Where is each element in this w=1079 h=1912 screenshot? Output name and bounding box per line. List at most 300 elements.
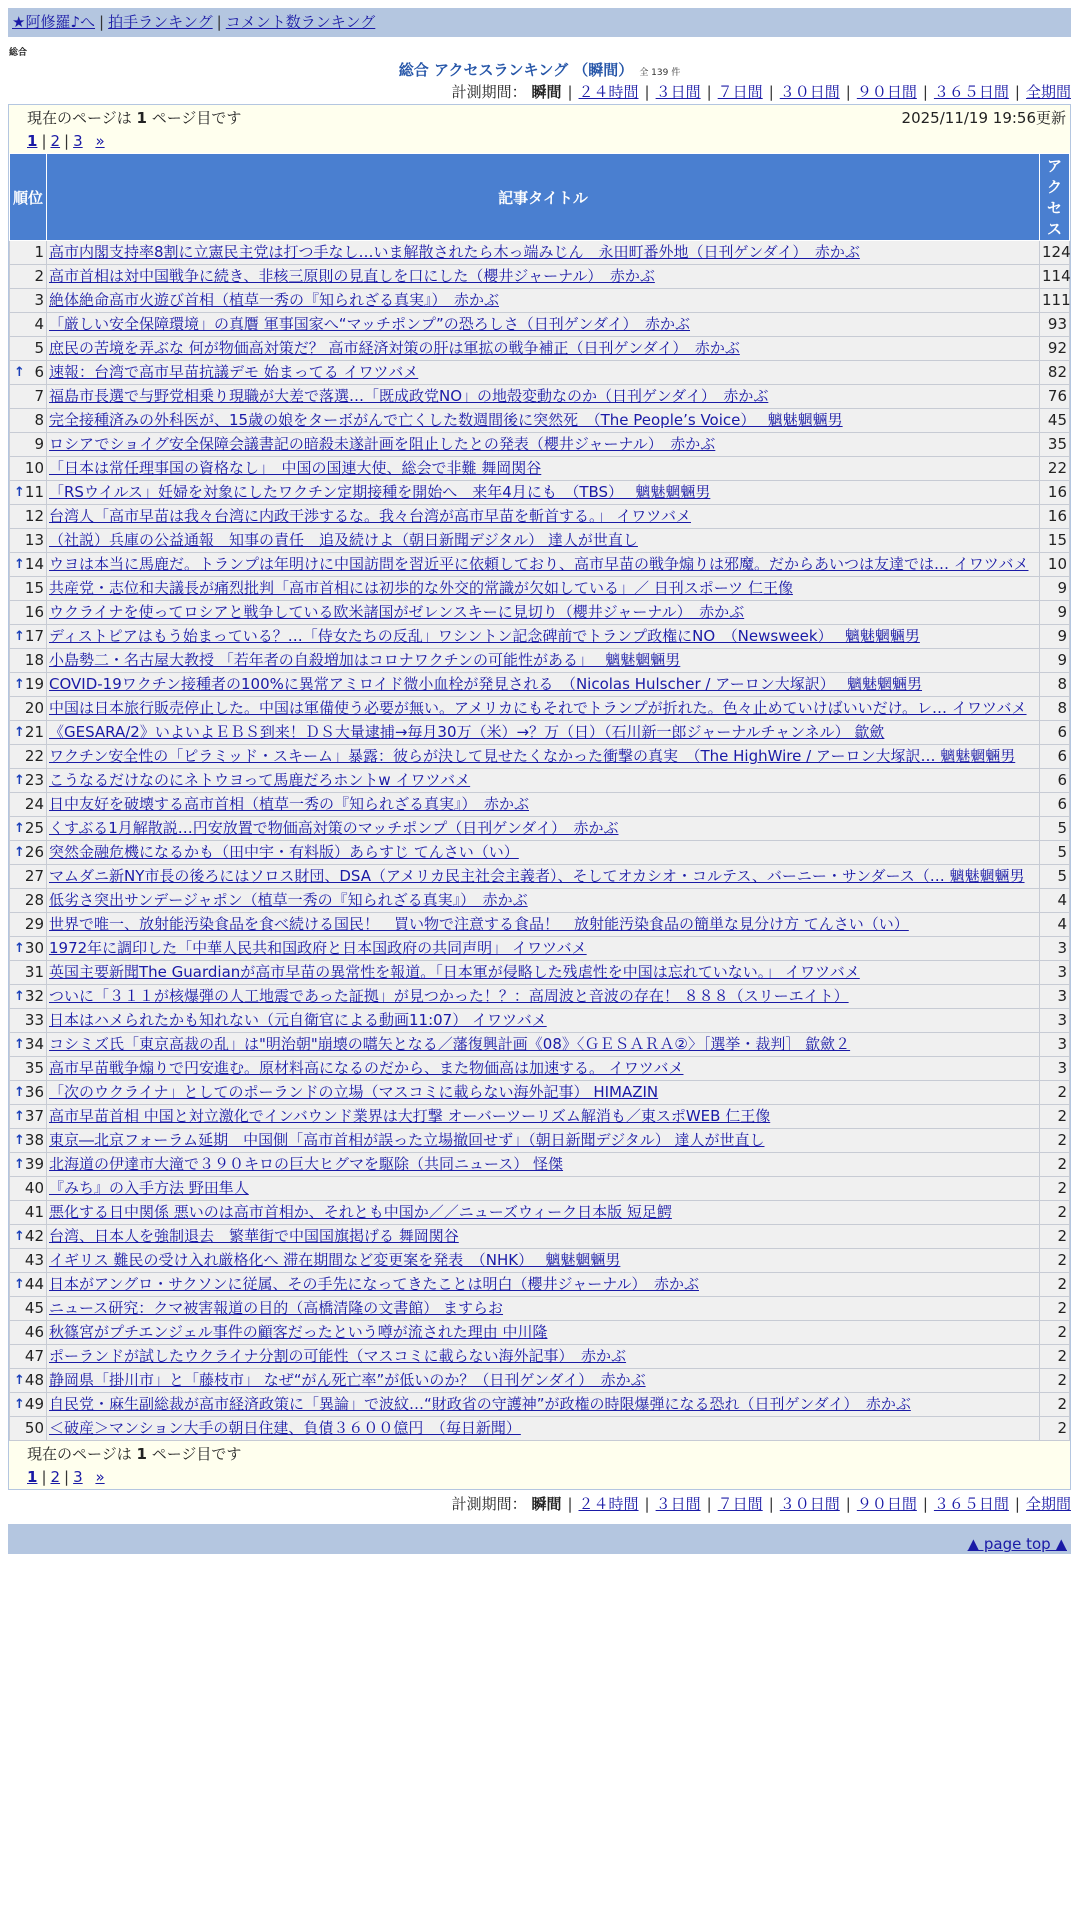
next-page-link[interactable]: » (95, 1468, 105, 1486)
title-cell (47, 721, 1040, 745)
page-link-3[interactable]: 3 (73, 132, 83, 150)
rank-number: 28 (24, 891, 44, 909)
rank-number: 43 (24, 1251, 44, 1269)
period-link-2[interactable]: ７日間 (717, 1495, 763, 1513)
table-row (10, 1153, 1070, 1177)
title-cell (47, 265, 1040, 289)
article-link[interactable]: ワクチン安全性の「ピラミッド・スキーム」暴露：彼らが決して見せたくなかった衝撃の真実 （The HighWire / アーロン大塚訳… 魑魅魍魎男 (49, 747, 1016, 765)
title-cell (47, 505, 1040, 529)
article-link[interactable]: くすぶる1月解散説…円安放置で物価高対策のマッチポンプ（日刊ゲンダイ） 赤かぶ (49, 819, 619, 837)
access-count: 6 (1040, 745, 1070, 769)
rank-number: 8 (34, 411, 44, 429)
article-link[interactable]: 悪化する日中関係 悪いのは高市首相か、それとも中国か／／ニューズウィーク日本版 短足鰐 (49, 1203, 672, 1221)
period-link-1[interactable]: ３日間 (655, 83, 701, 101)
access-count: 5 (1040, 817, 1070, 841)
period-label: 計測期間： (451, 83, 532, 101)
title-cell (47, 385, 1040, 409)
access-count: 2 (1040, 1321, 1070, 1345)
title-cell (47, 1009, 1040, 1033)
table-row (10, 1393, 1070, 1417)
access-count: 2 (1040, 1417, 1070, 1441)
rank-cell (10, 1273, 47, 1297)
rank-number: 3 (34, 291, 44, 309)
rank-cell (10, 649, 47, 673)
top-nav-bar (8, 8, 1071, 37)
article-link[interactable]: 庶民の苦境を弄ぶな 何が物価高対策だ？ 高市経済対策の肝は軍拡の戦争補正（日刊ゲンダイ） 赤かぶ (49, 339, 740, 357)
article-link[interactable]: 絶体絶命高市火遊び首相（植草一秀の『知られざる真実』） 赤かぶ (49, 291, 500, 309)
title-cell (47, 1153, 1040, 1177)
table-row (10, 721, 1070, 745)
rank-number: 37 (24, 1107, 44, 1125)
nav-separator: | (216, 13, 222, 31)
table-row (10, 649, 1070, 673)
comment-ranking-link[interactable]: コメント数ランキング (225, 13, 376, 31)
access-count: 2 (1040, 1225, 1070, 1249)
access-count: 3 (1040, 1009, 1070, 1033)
period-separator: | (1014, 83, 1020, 101)
page-link-3[interactable]: 3 (73, 1468, 83, 1486)
period-link-6[interactable]: 全期間 (1025, 1495, 1071, 1513)
table-row (10, 937, 1070, 961)
table-row (10, 673, 1070, 697)
title-cell (47, 361, 1040, 385)
period-link-4[interactable]: ９０日間 (856, 83, 917, 101)
period-link-1[interactable]: ３日間 (655, 1495, 701, 1513)
rank-number: 17 (24, 627, 44, 645)
table-row (10, 1297, 1070, 1321)
access-count: 111 (1040, 289, 1070, 313)
rank-cell (10, 985, 47, 1009)
rank-number: 10 (24, 459, 44, 477)
page-info-bottom (9, 1441, 1070, 1489)
table-row (10, 553, 1070, 577)
rank-cell (10, 313, 47, 337)
rank-number: 4 (34, 315, 44, 333)
table-row (10, 457, 1070, 481)
table-row (10, 1369, 1070, 1393)
table-row (10, 1417, 1070, 1441)
nav-separator: | (99, 13, 105, 31)
rank-cell (10, 937, 47, 961)
article-link[interactable]: 「厳しい安全保障環境」の真贋 軍事国家へ“マッチポンプ”の恐ろしさ（日刊ゲンダイ） 赤かぶ (49, 315, 691, 333)
article-link[interactable]: ニュース研究：クマ被害報道の目的（高橋清隆の文書館） ますらお (49, 1299, 504, 1317)
up-arrow-icon: ↑ (14, 677, 25, 692)
article-link[interactable]: ＜破産＞マンション大手の朝日住建、負債３６００億円 （毎日新聞） (49, 1419, 521, 1437)
access-count: 9 (1040, 625, 1070, 649)
access-count: 92 (1040, 337, 1070, 361)
period-separator: | (922, 1495, 928, 1513)
title-cell (47, 529, 1040, 553)
period-separator: | (644, 1495, 650, 1513)
article-link[interactable]: 秋篠宮がプチエンジェル事件の顧客だったという噂が流された理由 中川隆 (49, 1323, 548, 1341)
up-arrow-icon: ↑ (14, 1157, 25, 1172)
updated-timestamp: 2025/11/19 19:56更新 (901, 109, 1066, 127)
rank-number: 5 (34, 339, 44, 357)
rank-number: 40 (24, 1179, 44, 1197)
title-cell (47, 1273, 1040, 1297)
up-arrow-icon: ↑ (14, 845, 25, 860)
title-cell (47, 961, 1040, 985)
period-link-0[interactable]: ２４時間 (578, 1495, 639, 1513)
article-link[interactable]: 台湾、日本人を強制退去 繁華街で中国国旗掲げる 舞岡関谷 (49, 1227, 459, 1245)
access-count: 3 (1040, 1033, 1070, 1057)
column-rank: 順位 (10, 154, 47, 241)
table-row (10, 1225, 1070, 1249)
rank-number: 7 (34, 387, 44, 405)
rank-number: 23 (24, 771, 44, 789)
rank-cell (10, 265, 47, 289)
table-row (10, 241, 1070, 265)
rank-cell (10, 697, 47, 721)
rank-number: 9 (34, 435, 44, 453)
title-cell (47, 1249, 1040, 1273)
table-row (10, 913, 1070, 937)
rank-cell (10, 577, 47, 601)
up-arrow-icon: ↑ (14, 1373, 25, 1388)
article-link[interactable]: 東京―北京フォーラム延期 中国側「高市首相が誤った立場撤回せず」（朝日新聞デジタル） 達人が世直し (49, 1131, 765, 1149)
rank-cell (10, 1033, 47, 1057)
title-cell (47, 817, 1040, 841)
up-arrow-icon: ↑ (14, 1085, 25, 1100)
page-link-current[interactable]: 1 (27, 1468, 38, 1486)
table-row (10, 745, 1070, 769)
rank-number: 34 (24, 1035, 44, 1053)
rank-cell (10, 505, 47, 529)
access-count: 3 (1040, 985, 1070, 1009)
rank-cell (10, 553, 47, 577)
rank-cell (10, 1369, 47, 1393)
table-row (10, 1177, 1070, 1201)
article-link[interactable]: コシミズ氏「東京高裁の乱」は"明治朝"崩壊の嚆矢となる／藩復興計画《08》〈ＧＥＳＡＲＡ②〉［選挙・裁判］ 歙歛２ (49, 1035, 851, 1053)
title-cell (47, 1297, 1040, 1321)
up-arrow-icon: ↑ (14, 821, 25, 836)
title-cell (47, 649, 1040, 673)
access-count: 2 (1040, 1249, 1070, 1273)
period-link-4[interactable]: ９０日間 (856, 1495, 917, 1513)
access-count: 2 (1040, 1297, 1070, 1321)
title-cell (47, 889, 1040, 913)
rank-number: 31 (24, 963, 44, 981)
article-link[interactable]: 自民党・麻生副総裁が高市経済政策に「異論」で波紋…“財政省の守護神”が政権の時限爆弾になる恐れ（日刊ゲンダイ） 赤かぶ (49, 1395, 911, 1413)
page (0, 8, 1079, 1554)
rank-number: 22 (24, 747, 44, 765)
up-arrow-icon: ↑ (14, 1037, 25, 1052)
table-row (10, 433, 1070, 457)
article-link[interactable]: 低劣さ突出サンデージャポン（植草一秀の『知られざる真実』） 赤かぶ (49, 891, 528, 909)
ranking-table (9, 153, 1070, 1441)
rank-number: 29 (24, 915, 44, 933)
rank-number: 30 (24, 939, 44, 957)
table-row (10, 1345, 1070, 1369)
access-count: 6 (1040, 769, 1070, 793)
pagination: 1 | 2 | 3 » (27, 1468, 105, 1486)
rank-number: 48 (24, 1371, 44, 1389)
access-count: 6 (1040, 793, 1070, 817)
page-top-link[interactable]: ▲ page top ▲ (967, 1535, 1067, 1553)
rank-number: 24 (24, 795, 44, 813)
page-link-2[interactable]: 2 (50, 132, 61, 150)
access-count: 3 (1040, 1057, 1070, 1081)
table-row (10, 697, 1070, 721)
article-link[interactable]: 1972年に調印した「中華人民共和国政府と日本国政府の共同声明」 イワツバメ (49, 939, 587, 957)
period-separator: | (922, 83, 928, 101)
article-link[interactable]: 英国主要新聞The Guardianが高市早苗の異常性を報道。「日本軍が侵略した残虐性を中国は忘れていない。」 イワツバメ (49, 963, 860, 981)
rank-cell (10, 1105, 47, 1129)
rank-cell (10, 1345, 47, 1369)
title-cell (47, 1225, 1040, 1249)
table-row (10, 409, 1070, 433)
page-link-2[interactable]: 2 (50, 1468, 61, 1486)
period-link-6[interactable]: 全期間 (1025, 83, 1071, 101)
article-link[interactable]: 日中友好を破壊する高市首相（植草一秀の『知られざる真実』） 赤かぶ (49, 795, 530, 813)
title-cell (47, 937, 1040, 961)
access-count: 35 (1040, 433, 1070, 457)
access-count: 9 (1040, 649, 1070, 673)
current-page-text: 現在のページは 1 ページ目です (27, 109, 242, 127)
access-count: 45 (1040, 409, 1070, 433)
title-cell (47, 1321, 1040, 1345)
up-arrow-icon: ↑ (14, 365, 25, 380)
article-link[interactable]: 「RSウイルス」妊婦を対象にしたワクチン定期接種を開始へ 来年4月にも （TBS） 魑魅魍魎男 (49, 483, 711, 501)
article-link[interactable]: 小島勢二・名古屋大教授 「若年者の自殺増加はコロナワクチンの可能性がある」 魑魅魍魎男 (49, 651, 681, 669)
table-row (10, 361, 1070, 385)
article-link[interactable]: （社説）兵庫の公益通報 知事の責任 追及続けよ（朝日新聞デジタル） 達人が世直し (49, 531, 638, 549)
title-cell (47, 553, 1040, 577)
article-link[interactable]: 共産党・志位和夫議長が痛烈批判「高市首相には初歩的な外交的常識が欠如している」／ 日刊スポーツ 仁王像 (49, 579, 793, 597)
period-separator: | (768, 83, 774, 101)
rank-cell (10, 721, 47, 745)
article-link[interactable]: 北海道の伊達市大滝で３９０キロの巨大ヒグマを駆除（共同ニュース） 怪傑 (49, 1155, 564, 1173)
column-access: アクセス (1040, 154, 1070, 241)
rank-cell (10, 889, 47, 913)
article-link[interactable]: ついに「３１１が核爆弾の人工地震であった証拠」が見つかった！？：高周波と音波の存在！ ８８８（スリーエイト） (49, 987, 849, 1005)
rank-number: 14 (24, 555, 44, 573)
title-cell (47, 289, 1040, 313)
title-cell (47, 1393, 1040, 1417)
rank-cell (10, 1417, 47, 1441)
rank-cell (10, 841, 47, 865)
up-arrow-icon: ↑ (14, 629, 25, 644)
rank-cell (10, 961, 47, 985)
rank-number: 15 (24, 579, 44, 597)
title-cell (47, 697, 1040, 721)
period-current: 瞬間 (531, 83, 562, 101)
access-count: 8 (1040, 697, 1070, 721)
access-count: 9 (1040, 577, 1070, 601)
table-row (10, 1273, 1070, 1297)
rank-number: 12 (24, 507, 44, 525)
period-selector-bottom (0, 1492, 1079, 1516)
table-row (10, 1009, 1070, 1033)
page-info-top (9, 105, 1070, 153)
rank-number: 46 (24, 1323, 44, 1341)
access-count: 2 (1040, 1369, 1070, 1393)
section-label: 総合 (9, 48, 28, 58)
title-cell (47, 625, 1040, 649)
up-arrow-icon: ↑ (14, 1229, 25, 1244)
article-link[interactable]: 『みち』の入手方法 野田隼人 (49, 1179, 249, 1197)
rank-cell (10, 745, 47, 769)
rank-number: 36 (24, 1083, 44, 1101)
article-link[interactable]: 高市早苗首相 中国と対立激化でインバウンド業界は大打撃 オーバーツーリズム解消も／東スポWEB 仁王像 (49, 1107, 771, 1125)
rank-number: 11 (24, 483, 44, 501)
up-arrow-icon: ↑ (14, 773, 25, 788)
access-count: 2 (1040, 1273, 1070, 1297)
rank-number: 16 (24, 603, 44, 621)
table-row (10, 625, 1070, 649)
pagination: 1 | 2 | 3 » (27, 132, 105, 150)
access-count: 8 (1040, 673, 1070, 697)
title-cell (47, 769, 1040, 793)
access-count: 2 (1040, 1177, 1070, 1201)
rank-cell (10, 1153, 47, 1177)
access-count: 16 (1040, 505, 1070, 529)
table-row (10, 1057, 1070, 1081)
access-count: 10 (1040, 553, 1070, 577)
title-cell (47, 1369, 1040, 1393)
article-link[interactable]: 完全接種済みの外科医が、15歳の娘をターボがんで亡くした数週間後に突然死 （The People’s Voice） 魑魅魍魎男 (49, 411, 843, 429)
article-link[interactable]: イギリス 難民の受け入れ厳格化へ 滞在期間など変更案を発表 （NHK） 魑魅魍魎男 (49, 1251, 621, 1269)
up-arrow-icon: ↑ (14, 725, 25, 740)
column-title: 記事タイトル (47, 154, 1040, 241)
title-cell (47, 481, 1040, 505)
rank-cell (10, 1057, 47, 1081)
rank-number: 35 (24, 1059, 44, 1077)
article-link[interactable]: 高市内閣支持率8割に立憲民主党は打つ手なし…いま解散されたら木っ端みじん 永田町番外地（日刊ゲンダイ） 赤かぶ (49, 243, 860, 261)
period-link-3[interactable]: ３０日間 (779, 1495, 840, 1513)
page-link-current[interactable]: 1 (27, 132, 38, 150)
article-link[interactable]: 日本はハメられたかも知れない（元自衛官による動画11:07） イワツバメ (49, 1011, 547, 1029)
rank-number: 44 (24, 1275, 44, 1293)
rank-cell (10, 241, 47, 265)
rank-cell (10, 625, 47, 649)
table-row (10, 1249, 1070, 1273)
rank-cell (10, 361, 47, 385)
article-link[interactable]: 福島市長選で与野党相乗り現職が大差で落選…「既成政党NO」の地殻変動なのか（日刊ゲンダイ） 赤かぶ (49, 387, 769, 405)
article-link[interactable]: 《GESARA/2》いよいよＥＢＳ到来！ＤＳ大量逮捕→毎月30万（米）→？万（日）（石川新一郎ジャーナルチャンネル） 歙歛 (49, 723, 885, 741)
period-separator: | (706, 1495, 712, 1513)
table-row (10, 769, 1070, 793)
article-link[interactable]: ロシアでショイグ安全保障会議書記の暗殺未遂計画を阻止したとの発表（櫻井ジャーナル） 赤かぶ (49, 435, 716, 453)
period-link-3[interactable]: ３０日間 (779, 83, 840, 101)
table-row (10, 985, 1070, 1009)
table-row (10, 1201, 1070, 1225)
access-count: 2 (1040, 1201, 1070, 1225)
clap-ranking-link[interactable]: 拍手ランキング (108, 13, 213, 31)
access-count: 93 (1040, 313, 1070, 337)
article-link[interactable]: マムダニ新NY市長の後ろにはソロス財団、DSA（アメリカ民主社会主義者）、そしてオカシオ・コルテス、バーニー・サンダース（… 魑魅魍魎男 (49, 867, 1025, 885)
table-row (10, 601, 1070, 625)
table-row (10, 337, 1070, 361)
access-count: 2 (1040, 1153, 1070, 1177)
article-link[interactable]: 中国は日本旅行販売停止した。中国は軍備使う必要が無い。アメリカにもそれでトランプが折れた。色々止めていけばいいだけ。レ… イワツバメ (49, 699, 1027, 717)
rank-cell (10, 769, 47, 793)
rank-number: 13 (24, 531, 44, 549)
rank-cell (10, 409, 47, 433)
access-count: 2 (1040, 1105, 1070, 1129)
up-arrow-icon: ↑ (14, 1277, 25, 1292)
article-link[interactable]: ウヨは本当に馬鹿だ。トランプは年明けに中国訪問を習近平に依頼しており、高市早苗の戦争煽りは邪魔。だからあいつは友達では… イワツバメ (49, 555, 1029, 573)
table-row (10, 793, 1070, 817)
period-link-5[interactable]: ３６５日間 (933, 83, 1009, 101)
table-row (10, 1129, 1070, 1153)
rank-number: 1 (34, 243, 44, 261)
article-link[interactable]: 「日本は常任理事国の資格なし」 中国の国連大使、総会で非難 舞岡関谷 (49, 459, 542, 477)
title-cell (47, 673, 1040, 697)
article-link[interactable]: COVID-19ワクチン接種者の100%に異常アミロイド微小血栓が発見される （Nicolas Hulscher / アーロン大塚訳） 魑魅魍魎男 (49, 675, 923, 693)
rank-cell (10, 817, 47, 841)
table-row (10, 481, 1070, 505)
title-cell (47, 577, 1040, 601)
article-link[interactable]: 世界で唯一、放射能汚染食品を食べ続ける国民！ 買い物で注意する食品！ 放射能汚染食品の簡単な見分け方 てんさい（い） (49, 915, 909, 933)
period-separator: | (706, 83, 712, 101)
table-header-row (10, 154, 1070, 241)
access-count: 76 (1040, 385, 1070, 409)
period-separator: | (845, 1495, 851, 1513)
title-cell (47, 313, 1040, 337)
article-link[interactable]: 「次のウクライナ」としてのポーランドの立場（マスコミに載らない海外記事） HIMAZIN (49, 1083, 659, 1101)
article-link[interactable]: ウクライナを使ってロシアと戦争している欧米諸国がゼレンスキーに見切り（櫻井ジャーナル） 赤かぶ (49, 603, 745, 621)
article-link[interactable]: 速報：台湾で高市早苗抗議デモ 始まってる イワツバメ (49, 363, 419, 381)
access-count: 2 (1040, 1129, 1070, 1153)
period-separator: | (1014, 1495, 1020, 1513)
article-link[interactable]: ポーランドが試したウクライナ分割の可能性（マスコミに載らない海外記事） 赤かぶ (49, 1347, 627, 1365)
title-cell (47, 1033, 1040, 1057)
rank-cell (10, 289, 47, 313)
article-link[interactable]: 静岡県「掛川市」と「藤枝市」 なぜ“がん死亡率”が低いのか？（日刊ゲンダイ） 赤かぶ (49, 1371, 646, 1389)
article-link[interactable]: こうなるだけなのにネトウヨって馬鹿だろホントw イワツバメ (49, 771, 471, 789)
period-link-5[interactable]: ３６５日間 (933, 1495, 1009, 1513)
table-row (10, 865, 1070, 889)
article-link[interactable]: ディストピアはもう始まっている？…「侍女たちの反乱」ワシントン記念碑前でトランプ政権にNO （Newsweek） 魑魅魍魎男 (49, 627, 920, 645)
home-link[interactable]: ★阿修羅♪へ (12, 13, 96, 31)
article-link[interactable]: 台湾人「高市早苗は我々台湾に内政干渉するな。我々台湾が高市早苗を斬首する。」 イワツバメ (49, 507, 691, 525)
bottom-bar (8, 1524, 1071, 1554)
rank-cell (10, 601, 47, 625)
access-count: 6 (1040, 721, 1070, 745)
article-link[interactable]: 高市首相は対中国戦争に続き、非核三原則の見直しを口にした（櫻井ジャーナル） 赤かぶ (49, 267, 655, 285)
rank-number: 27 (24, 867, 44, 885)
rank-number: 39 (24, 1155, 44, 1173)
rank-number: 18 (24, 651, 44, 669)
rank-cell (10, 1201, 47, 1225)
title-cell (47, 1129, 1040, 1153)
table-row (10, 889, 1070, 913)
rank-cell (10, 673, 47, 697)
title-cell (47, 337, 1040, 361)
article-link[interactable]: 突然金融危機になるかも（田中宇・有料版）あらすじ てんさい（い） (49, 843, 519, 861)
period-link-0[interactable]: ２４時間 (578, 83, 639, 101)
up-arrow-icon: ↑ (14, 1109, 25, 1124)
access-count: 9 (1040, 601, 1070, 625)
total-count: 全 139 件 (639, 68, 681, 78)
up-arrow-icon: ↑ (14, 557, 25, 572)
access-count: 124 (1040, 241, 1070, 265)
rank-cell (10, 529, 47, 553)
article-link[interactable]: 高市早苗戦争煽りで円安進む。原材料高になるのだから、また物価高は加速する。 イワツバメ (49, 1059, 684, 1077)
title-cell (47, 409, 1040, 433)
rank-number: 19 (24, 675, 44, 693)
article-link[interactable]: 日本がアングロ・サクソンに従属、その手先になってきたことは明白（櫻井ジャーナル） 赤かぶ (49, 1275, 699, 1293)
rank-number: 50 (24, 1419, 44, 1437)
access-count: 3 (1040, 961, 1070, 985)
next-page-link[interactable]: » (95, 132, 105, 150)
table-row (10, 529, 1070, 553)
title-cell (47, 841, 1040, 865)
rank-cell (10, 1177, 47, 1201)
period-link-2[interactable]: ７日間 (717, 83, 763, 101)
rank-number: 47 (24, 1347, 44, 1365)
